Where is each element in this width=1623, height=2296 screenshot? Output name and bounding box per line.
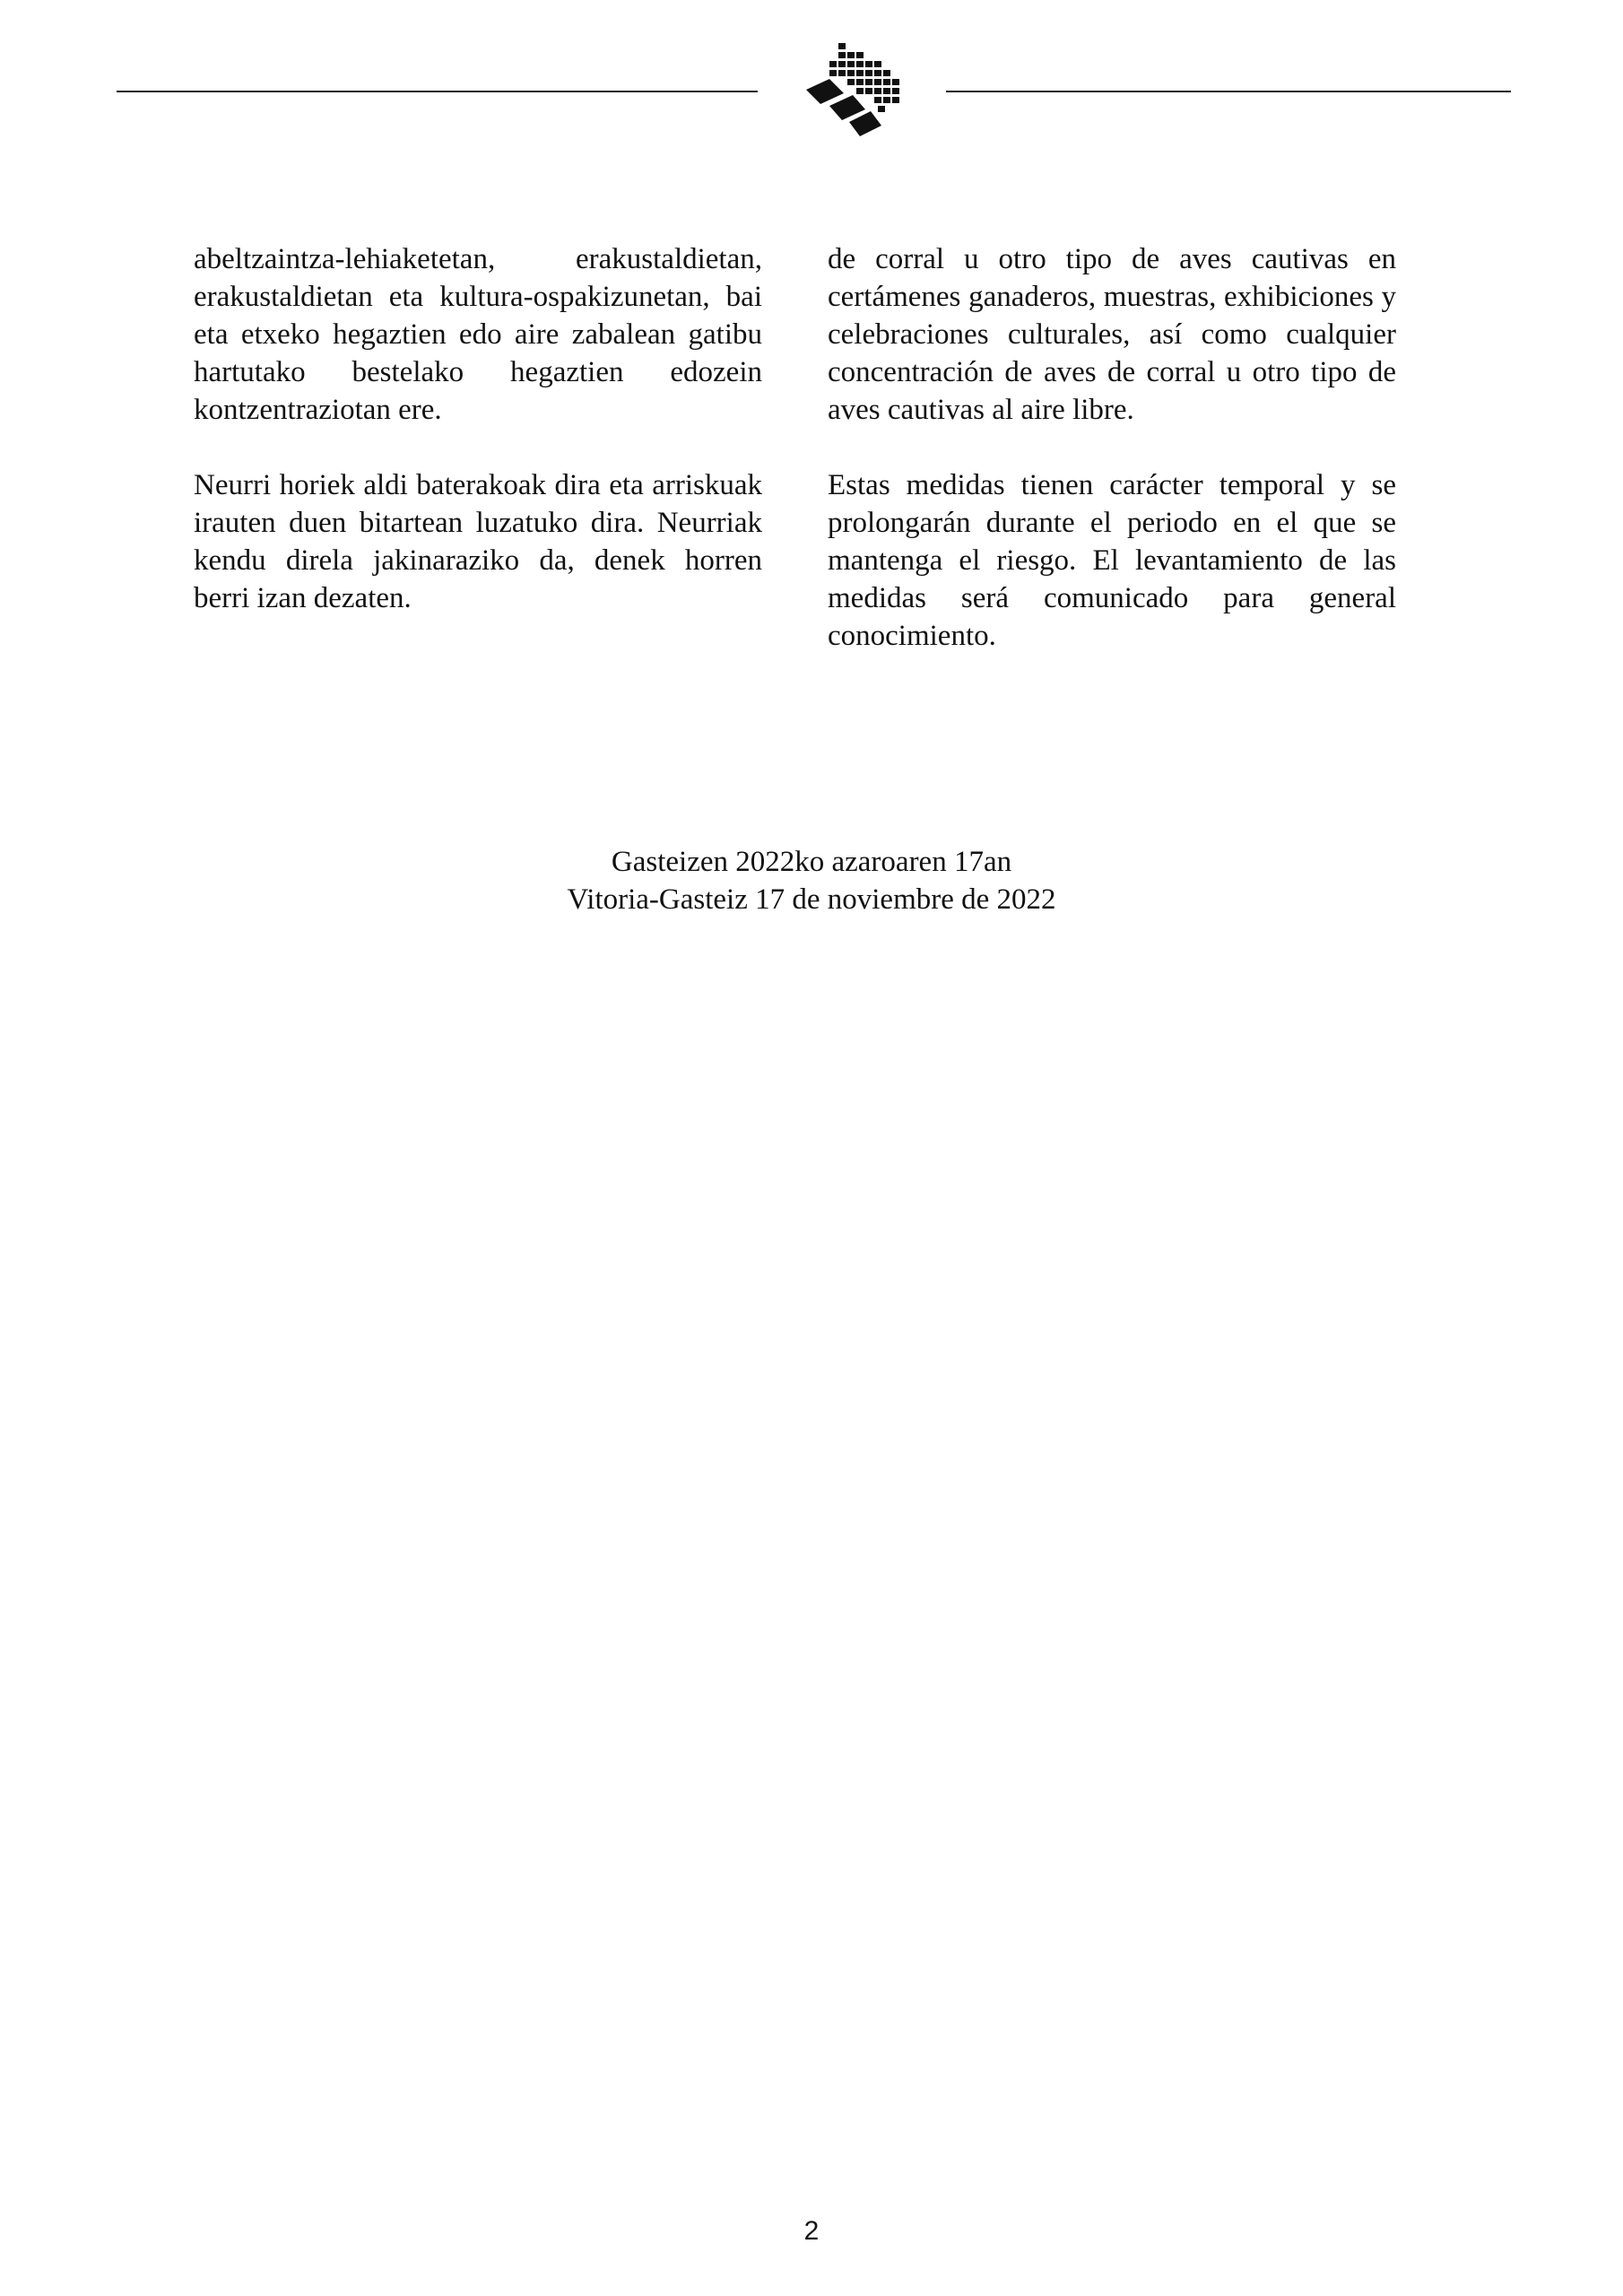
spanish-paragraph-1: de corral u otro tipo de aves cautivas en certámenes ganaderos, muestras, exhibiciones y celebraciones culturales, así como cualquier concentración de aves de corral u otro tipo de aves cautivas al aire libre. <box>828 243 1396 426</box>
basque-government-emblem-icon <box>803 43 903 140</box>
header-rule-right <box>946 91 1511 92</box>
spanish-paragraph-2: Estas medidas tienen carácter temporal y se prolongarán durante el periodo en el que se mantenga el riesgo. El levantamiento de las medidas será comunicado para general conocimiento. <box>828 469 1396 652</box>
date-block <box>0 843 1623 918</box>
date-spanish: Vitoria-Gasteiz 17 de noviembre de 2022 <box>567 883 1056 916</box>
header-rule-left <box>117 91 758 92</box>
spanish-text-column <box>828 240 1396 692</box>
basque-text-column <box>194 240 762 655</box>
date-basque: Gasteizen 2022ko azaroaren 17an <box>611 846 1012 878</box>
basque-paragraph-2: Neurri horiek aldi baterakoak dira eta arriskuak irauten duen bitartean luzatuko dira. Neurriak kendu direla jakinaraziko da, denek horren berri izan dezaten. <box>194 469 762 614</box>
page-number: 2 <box>803 2216 820 2246</box>
basque-paragraph-1: abeltzaintza-lehiaketetan, erakustaldietan, erakustaldietan eta kultura-ospakizunetan, bai eta etxeko hegaztien edo aire zabalean gatibu hartutako bestelako hegaztien edozein kontzentraziotan ere. <box>194 243 762 426</box>
